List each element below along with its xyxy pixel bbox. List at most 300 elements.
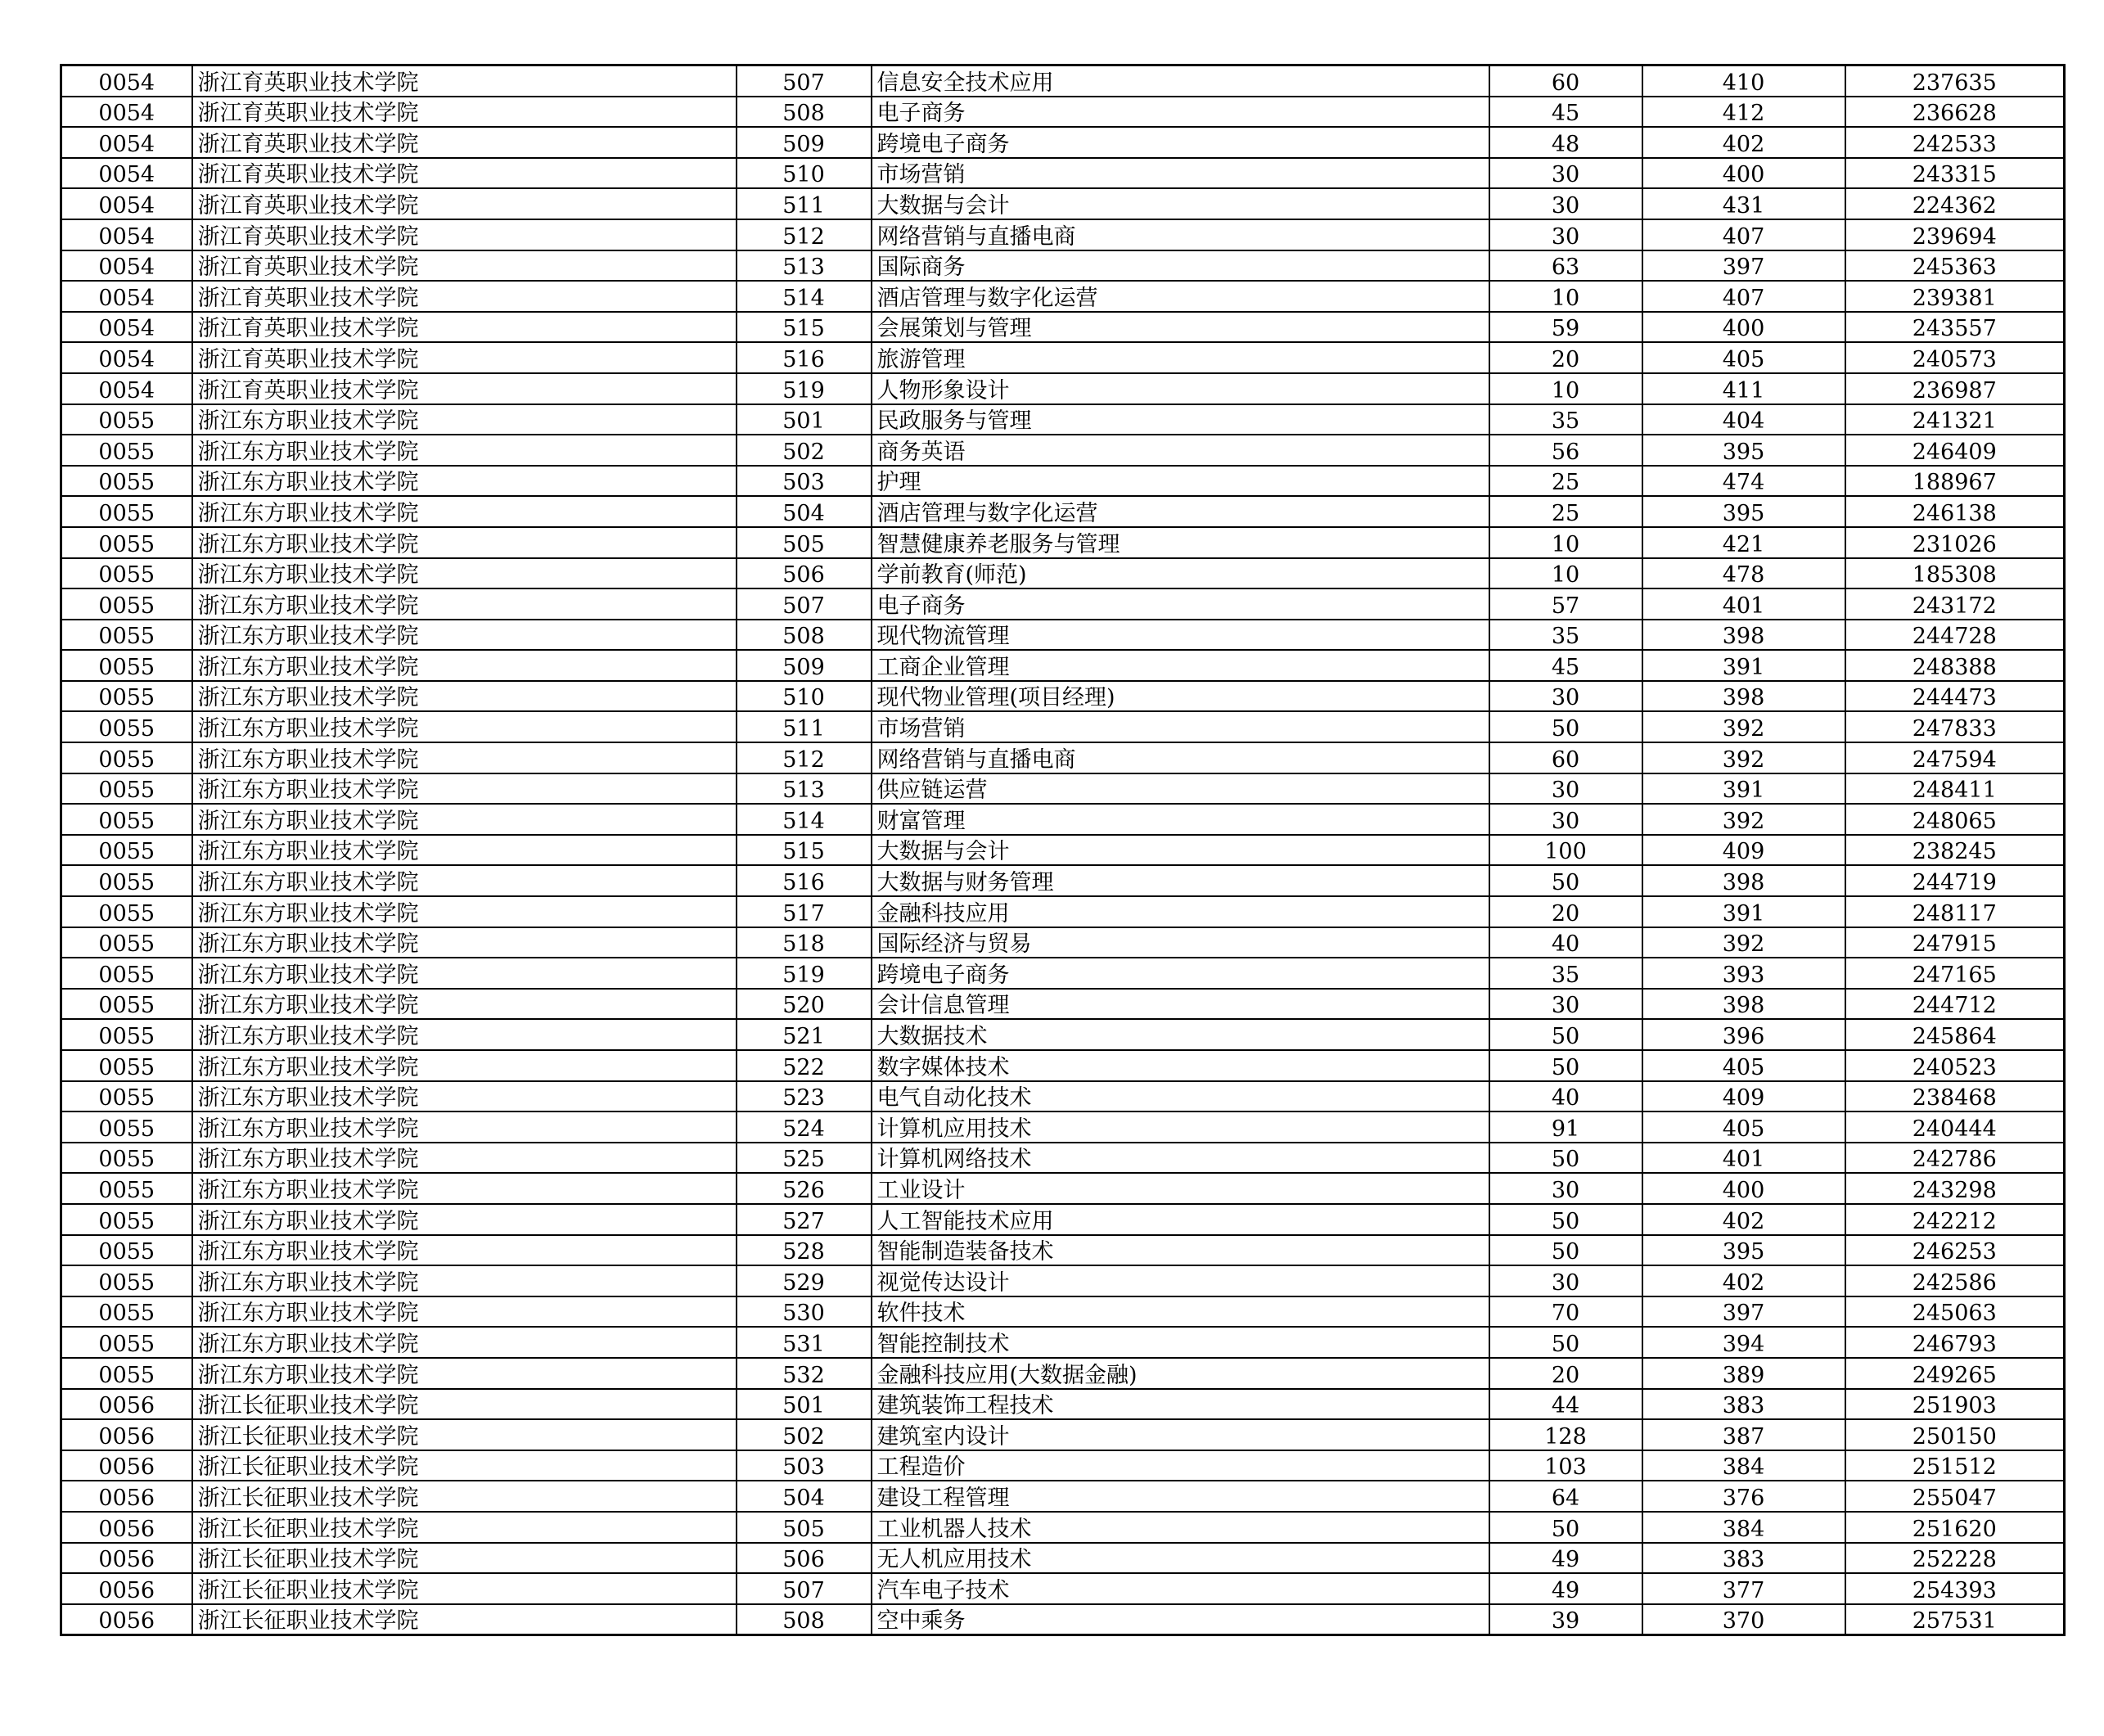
table-row: [61, 127, 2065, 158]
major-name-cell: 视觉传达设计: [872, 1265, 1489, 1296]
school-name-cell: 浙江东方职业技术学院: [192, 804, 737, 835]
major-code-cell: 518: [737, 927, 872, 958]
major-name-cell: 工程造价: [872, 1450, 1489, 1481]
plan-count-cell: 35: [1489, 620, 1642, 651]
major-name-cell: 金融科技应用(大数据金融): [872, 1358, 1489, 1389]
plan-count-cell: 70: [1489, 1296, 1642, 1328]
plan-count-cell: 49: [1489, 1573, 1642, 1604]
plan-count-cell: 30: [1489, 219, 1642, 250]
table-row: [61, 927, 2065, 958]
major-name-cell: 国际经济与贸易: [872, 927, 1489, 958]
school-code-cell: 0056: [61, 1573, 192, 1604]
table-row: [61, 1327, 2065, 1358]
major-code-cell: 501: [737, 1389, 872, 1420]
major-code-cell: 510: [737, 681, 872, 712]
major-name-cell: 市场营销: [872, 158, 1489, 189]
min-rank-cell: 242786: [1845, 1143, 2065, 1174]
school-name-cell: 浙江长征职业技术学院: [192, 1512, 737, 1543]
school-code-cell: 0055: [61, 989, 192, 1020]
school-code-cell: 0055: [61, 1235, 192, 1266]
table-row: [61, 1235, 2065, 1266]
school-code-cell: 0055: [61, 496, 192, 527]
school-code-cell: 0054: [61, 373, 192, 404]
major-name-cell: 跨境电子商务: [872, 958, 1489, 989]
min-rank-cell: 250150: [1845, 1419, 2065, 1450]
table-row: [61, 250, 2065, 282]
admission-score-table: [60, 64, 2066, 1636]
table-body: [61, 65, 2065, 1635]
min-score-cell: 398: [1642, 989, 1845, 1020]
min-score-cell: 411: [1642, 373, 1845, 404]
school-code-cell: 0054: [61, 312, 192, 343]
school-name-cell: 浙江长征职业技术学院: [192, 1543, 737, 1574]
major-code-cell: 515: [737, 835, 872, 866]
plan-count-cell: 40: [1489, 927, 1642, 958]
min-score-cell: 409: [1642, 1081, 1845, 1112]
table-row: [61, 865, 2065, 896]
table-row: [61, 65, 2065, 97]
table-row: [61, 773, 2065, 805]
plan-count-cell: 10: [1489, 373, 1642, 404]
school-name-cell: 浙江东方职业技术学院: [192, 927, 737, 958]
school-name-cell: 浙江东方职业技术学院: [192, 588, 737, 620]
school-code-cell: 0055: [61, 1296, 192, 1328]
plan-count-cell: 48: [1489, 127, 1642, 158]
school-code-cell: 0055: [61, 927, 192, 958]
min-score-cell: 392: [1642, 711, 1845, 742]
plan-count-cell: 10: [1489, 558, 1642, 589]
table-row: [61, 742, 2065, 773]
school-name-cell: 浙江东方职业技术学院: [192, 989, 737, 1020]
min-rank-cell: 255047: [1845, 1481, 2065, 1512]
min-rank-cell: 245864: [1845, 1019, 2065, 1050]
min-score-cell: 407: [1642, 281, 1845, 312]
table-row: [61, 1481, 2065, 1512]
table-row: [61, 188, 2065, 219]
major-name-cell: 旅游管理: [872, 342, 1489, 373]
school-name-cell: 浙江育英职业技术学院: [192, 373, 737, 404]
major-code-cell: 513: [737, 773, 872, 805]
min-score-cell: 402: [1642, 1265, 1845, 1296]
plan-count-cell: 45: [1489, 650, 1642, 681]
major-name-cell: 现代物流管理: [872, 620, 1489, 651]
min-rank-cell: 188967: [1845, 466, 2065, 497]
min-score-cell: 391: [1642, 650, 1845, 681]
table-row: [61, 496, 2065, 527]
major-code-cell: 512: [737, 219, 872, 250]
plan-count-cell: 50: [1489, 1143, 1642, 1174]
major-code-cell: 527: [737, 1204, 872, 1235]
plan-count-cell: 63: [1489, 250, 1642, 282]
school-name-cell: 浙江东方职业技术学院: [192, 1143, 737, 1174]
major-name-cell: 人物形象设计: [872, 373, 1489, 404]
table-row: [61, 1143, 2065, 1174]
school-code-cell: 0055: [61, 404, 192, 435]
min-score-cell: 391: [1642, 773, 1845, 805]
major-name-cell: 金融科技应用: [872, 896, 1489, 927]
school-code-cell: 0055: [61, 435, 192, 466]
school-code-cell: 0055: [61, 896, 192, 927]
plan-count-cell: 50: [1489, 1512, 1642, 1543]
school-name-cell: 浙江东方职业技术学院: [192, 404, 737, 435]
plan-count-cell: 30: [1489, 773, 1642, 805]
school-name-cell: 浙江育英职业技术学院: [192, 250, 737, 282]
major-name-cell: 国际商务: [872, 250, 1489, 282]
table-row: [61, 681, 2065, 712]
major-name-cell: 智能制造装备技术: [872, 1235, 1489, 1266]
min-rank-cell: 252228: [1845, 1543, 2065, 1574]
min-score-cell: 389: [1642, 1358, 1845, 1389]
min-score-cell: 401: [1642, 588, 1845, 620]
major-code-cell: 521: [737, 1019, 872, 1050]
major-name-cell: 软件技术: [872, 1296, 1489, 1328]
school-code-cell: 0055: [61, 527, 192, 558]
plan-count-cell: 44: [1489, 1389, 1642, 1420]
min-score-cell: 404: [1642, 404, 1845, 435]
table-row: [61, 435, 2065, 466]
plan-count-cell: 30: [1489, 804, 1642, 835]
school-name-cell: 浙江长征职业技术学院: [192, 1450, 737, 1481]
min-score-cell: 396: [1642, 1019, 1845, 1050]
major-code-cell: 517: [737, 896, 872, 927]
school-code-cell: 0054: [61, 342, 192, 373]
table-row: [61, 1358, 2065, 1389]
school-code-cell: 0055: [61, 466, 192, 497]
table-row: [61, 158, 2065, 189]
table-row: [61, 650, 2065, 681]
school-name-cell: 浙江育英职业技术学院: [192, 127, 737, 158]
min-rank-cell: 248117: [1845, 896, 2065, 927]
min-rank-cell: 247165: [1845, 958, 2065, 989]
major-code-cell: 505: [737, 527, 872, 558]
school-name-cell: 浙江东方职业技术学院: [192, 1327, 737, 1358]
major-code-cell: 514: [737, 804, 872, 835]
major-name-cell: 计算机网络技术: [872, 1143, 1489, 1174]
major-name-cell: 大数据技术: [872, 1019, 1489, 1050]
major-code-cell: 515: [737, 312, 872, 343]
school-name-cell: 浙江东方职业技术学院: [192, 958, 737, 989]
school-code-cell: 0056: [61, 1419, 192, 1450]
major-code-cell: 502: [737, 1419, 872, 1450]
plan-count-cell: 91: [1489, 1111, 1642, 1143]
school-name-cell: 浙江东方职业技术学院: [192, 496, 737, 527]
major-name-cell: 电子商务: [872, 97, 1489, 128]
plan-count-cell: 40: [1489, 1081, 1642, 1112]
table-row: [61, 835, 2065, 866]
min-rank-cell: 243172: [1845, 588, 2065, 620]
school-code-cell: 0055: [61, 1204, 192, 1235]
min-rank-cell: 244473: [1845, 681, 2065, 712]
min-rank-cell: 241321: [1845, 404, 2065, 435]
school-name-cell: 浙江长征职业技术学院: [192, 1389, 737, 1420]
min-rank-cell: 247833: [1845, 711, 2065, 742]
major-code-cell: 525: [737, 1143, 872, 1174]
major-code-cell: 508: [737, 620, 872, 651]
plan-count-cell: 35: [1489, 404, 1642, 435]
school-name-cell: 浙江长征职业技术学院: [192, 1481, 737, 1512]
table-row: [61, 342, 2065, 373]
major-code-cell: 512: [737, 742, 872, 773]
plan-count-cell: 59: [1489, 312, 1642, 343]
major-name-cell: 跨境电子商务: [872, 127, 1489, 158]
min-score-cell: 431: [1642, 188, 1845, 219]
major-code-cell: 513: [737, 250, 872, 282]
min-score-cell: 383: [1642, 1543, 1845, 1574]
major-code-cell: 509: [737, 127, 872, 158]
school-name-cell: 浙江长征职业技术学院: [192, 1573, 737, 1604]
major-code-cell: 502: [737, 435, 872, 466]
major-code-cell: 529: [737, 1265, 872, 1296]
major-code-cell: 503: [737, 466, 872, 497]
major-name-cell: 网络营销与直播电商: [872, 219, 1489, 250]
major-name-cell: 现代物业管理(项目经理): [872, 681, 1489, 712]
plan-count-cell: 128: [1489, 1419, 1642, 1450]
school-code-cell: 0055: [61, 1143, 192, 1174]
table-row: [61, 281, 2065, 312]
plan-count-cell: 30: [1489, 1173, 1642, 1204]
table-row: [61, 527, 2065, 558]
school-name-cell: 浙江东方职业技术学院: [192, 1204, 737, 1235]
major-code-cell: 520: [737, 989, 872, 1020]
plan-count-cell: 50: [1489, 1235, 1642, 1266]
plan-count-cell: 10: [1489, 527, 1642, 558]
school-name-cell: 浙江东方职业技术学院: [192, 650, 737, 681]
major-code-cell: 504: [737, 1481, 872, 1512]
plan-count-cell: 20: [1489, 896, 1642, 927]
min-rank-cell: 246138: [1845, 496, 2065, 527]
major-code-cell: 510: [737, 158, 872, 189]
school-code-cell: 0055: [61, 1111, 192, 1143]
major-name-cell: 财富管理: [872, 804, 1489, 835]
school-code-cell: 0055: [61, 1050, 192, 1081]
major-name-cell: 民政服务与管理: [872, 404, 1489, 435]
major-name-cell: 工商企业管理: [872, 650, 1489, 681]
min-score-cell: 387: [1642, 1419, 1845, 1450]
min-rank-cell: 240573: [1845, 342, 2065, 373]
plan-count-cell: 64: [1489, 1481, 1642, 1512]
major-name-cell: 酒店管理与数字化运营: [872, 281, 1489, 312]
min-score-cell: 394: [1642, 1327, 1845, 1358]
min-score-cell: 400: [1642, 158, 1845, 189]
school-code-cell: 0054: [61, 188, 192, 219]
major-code-cell: 532: [737, 1358, 872, 1389]
min-rank-cell: 249265: [1845, 1358, 2065, 1389]
school-code-cell: 0055: [61, 681, 192, 712]
min-rank-cell: 243298: [1845, 1173, 2065, 1204]
major-code-cell: 506: [737, 1543, 872, 1574]
table-row: [61, 558, 2065, 589]
plan-count-cell: 25: [1489, 496, 1642, 527]
table-row: [61, 312, 2065, 343]
school-code-cell: 0055: [61, 742, 192, 773]
major-code-cell: 508: [737, 97, 872, 128]
major-name-cell: 学前教育(师范): [872, 558, 1489, 589]
major-name-cell: 计算机应用技术: [872, 1111, 1489, 1143]
major-code-cell: 508: [737, 1604, 872, 1635]
min-rank-cell: 242533: [1845, 127, 2065, 158]
table-row: [61, 711, 2065, 742]
min-rank-cell: 231026: [1845, 527, 2065, 558]
major-code-cell: 503: [737, 1450, 872, 1481]
min-rank-cell: 248411: [1845, 773, 2065, 805]
school-name-cell: 浙江东方职业技术学院: [192, 620, 737, 651]
school-name-cell: 浙江东方职业技术学院: [192, 1111, 737, 1143]
school-name-cell: 浙江育英职业技术学院: [192, 158, 737, 189]
plan-count-cell: 50: [1489, 1327, 1642, 1358]
school-name-cell: 浙江长征职业技术学院: [192, 1604, 737, 1635]
major-name-cell: 信息安全技术应用: [872, 65, 1489, 97]
major-name-cell: 建筑装饰工程技术: [872, 1389, 1489, 1420]
min-rank-cell: 239381: [1845, 281, 2065, 312]
school-name-cell: 浙江东方职业技术学院: [192, 835, 737, 866]
min-rank-cell: 245363: [1845, 250, 2065, 282]
school-name-cell: 浙江东方职业技术学院: [192, 466, 737, 497]
school-name-cell: 浙江东方职业技术学院: [192, 558, 737, 589]
table-row: [61, 219, 2065, 250]
min-score-cell: 405: [1642, 342, 1845, 373]
min-rank-cell: 224362: [1845, 188, 2065, 219]
plan-count-cell: 50: [1489, 1204, 1642, 1235]
min-score-cell: 405: [1642, 1050, 1845, 1081]
min-score-cell: 409: [1642, 835, 1845, 866]
major-name-cell: 工业机器人技术: [872, 1512, 1489, 1543]
school-code-cell: 0056: [61, 1512, 192, 1543]
min-score-cell: 395: [1642, 1235, 1845, 1266]
min-score-cell: 400: [1642, 312, 1845, 343]
table-row: [61, 1111, 2065, 1143]
major-name-cell: 智慧健康养老服务与管理: [872, 527, 1489, 558]
school-code-cell: 0055: [61, 588, 192, 620]
min-rank-cell: 247594: [1845, 742, 2065, 773]
school-name-cell: 浙江育英职业技术学院: [192, 97, 737, 128]
table-row: [61, 1050, 2065, 1081]
table-row: [61, 1450, 2065, 1481]
min-score-cell: 478: [1642, 558, 1845, 589]
min-rank-cell: 244712: [1845, 989, 2065, 1020]
min-rank-cell: 237635: [1845, 65, 2065, 97]
table-row: [61, 620, 2065, 651]
plan-count-cell: 25: [1489, 466, 1642, 497]
major-name-cell: 建筑室内设计: [872, 1419, 1489, 1450]
plan-count-cell: 30: [1489, 681, 1642, 712]
table-row: [61, 1604, 2065, 1635]
table-row: [61, 1265, 2065, 1296]
school-name-cell: 浙江东方职业技术学院: [192, 773, 737, 805]
major-name-cell: 工业设计: [872, 1173, 1489, 1204]
plan-count-cell: 57: [1489, 588, 1642, 620]
min-score-cell: 398: [1642, 681, 1845, 712]
table-row: [61, 1204, 2065, 1235]
min-score-cell: 392: [1642, 742, 1845, 773]
min-rank-cell: 248388: [1845, 650, 2065, 681]
major-code-cell: 507: [737, 588, 872, 620]
major-code-cell: 507: [737, 65, 872, 97]
school-code-cell: 0055: [61, 1019, 192, 1050]
major-name-cell: 无人机应用技术: [872, 1543, 1489, 1574]
min-rank-cell: 257531: [1845, 1604, 2065, 1635]
min-score-cell: 410: [1642, 65, 1845, 97]
major-name-cell: 网络营销与直播电商: [872, 742, 1489, 773]
min-score-cell: 384: [1642, 1512, 1845, 1543]
major-code-cell: 511: [737, 188, 872, 219]
min-rank-cell: 185308: [1845, 558, 2065, 589]
major-code-cell: 524: [737, 1111, 872, 1143]
plan-count-cell: 30: [1489, 188, 1642, 219]
min-score-cell: 398: [1642, 620, 1845, 651]
plan-count-cell: 49: [1489, 1543, 1642, 1574]
table-row: [61, 1573, 2065, 1604]
school-name-cell: 浙江育英职业技术学院: [192, 188, 737, 219]
min-rank-cell: 244728: [1845, 620, 2065, 651]
school-code-cell: 0055: [61, 558, 192, 589]
major-name-cell: 人工智能技术应用: [872, 1204, 1489, 1235]
min-rank-cell: 236628: [1845, 97, 2065, 128]
min-score-cell: 405: [1642, 1111, 1845, 1143]
plan-count-cell: 60: [1489, 65, 1642, 97]
school-name-cell: 浙江东方职业技术学院: [192, 1296, 737, 1328]
table-row: [61, 1296, 2065, 1328]
major-code-cell: 516: [737, 342, 872, 373]
school-name-cell: 浙江东方职业技术学院: [192, 1019, 737, 1050]
school-code-cell: 0054: [61, 97, 192, 128]
table-row: [61, 1419, 2065, 1450]
school-code-cell: 0055: [61, 958, 192, 989]
min-score-cell: 376: [1642, 1481, 1845, 1512]
min-rank-cell: 244719: [1845, 865, 2065, 896]
min-rank-cell: 245063: [1845, 1296, 2065, 1328]
major-code-cell: 505: [737, 1512, 872, 1543]
school-code-cell: 0055: [61, 1327, 192, 1358]
school-name-cell: 浙江育英职业技术学院: [192, 219, 737, 250]
table-row: [61, 958, 2065, 989]
major-name-cell: 大数据与会计: [872, 835, 1489, 866]
min-rank-cell: 243557: [1845, 312, 2065, 343]
min-rank-cell: 238245: [1845, 835, 2065, 866]
school-code-cell: 0055: [61, 1265, 192, 1296]
min-rank-cell: 248065: [1845, 804, 2065, 835]
school-name-cell: 浙江东方职业技术学院: [192, 1050, 737, 1081]
major-code-cell: 511: [737, 711, 872, 742]
table-row: [61, 1081, 2065, 1112]
major-code-cell: 519: [737, 958, 872, 989]
major-name-cell: 智能控制技术: [872, 1327, 1489, 1358]
min-rank-cell: 247915: [1845, 927, 2065, 958]
plan-count-cell: 30: [1489, 1265, 1642, 1296]
table-row: [61, 373, 2065, 404]
school-code-cell: 0055: [61, 650, 192, 681]
major-code-cell: 530: [737, 1296, 872, 1328]
major-name-cell: 电子商务: [872, 588, 1489, 620]
school-code-cell: 0054: [61, 127, 192, 158]
min-score-cell: 402: [1642, 127, 1845, 158]
min-score-cell: 377: [1642, 1573, 1845, 1604]
school-name-cell: 浙江东方职业技术学院: [192, 1081, 737, 1112]
school-name-cell: 浙江东方职业技术学院: [192, 896, 737, 927]
major-name-cell: 会计信息管理: [872, 989, 1489, 1020]
school-name-cell: 浙江育英职业技术学院: [192, 312, 737, 343]
plan-count-cell: 100: [1489, 835, 1642, 866]
plan-count-cell: 20: [1489, 342, 1642, 373]
plan-count-cell: 56: [1489, 435, 1642, 466]
major-name-cell: 护理: [872, 466, 1489, 497]
min-score-cell: 402: [1642, 1204, 1845, 1235]
min-rank-cell: 246253: [1845, 1235, 2065, 1266]
plan-count-cell: 45: [1489, 97, 1642, 128]
min-rank-cell: 251512: [1845, 1450, 2065, 1481]
min-score-cell: 397: [1642, 1296, 1845, 1328]
plan-count-cell: 103: [1489, 1450, 1642, 1481]
school-code-cell: 0055: [61, 1081, 192, 1112]
